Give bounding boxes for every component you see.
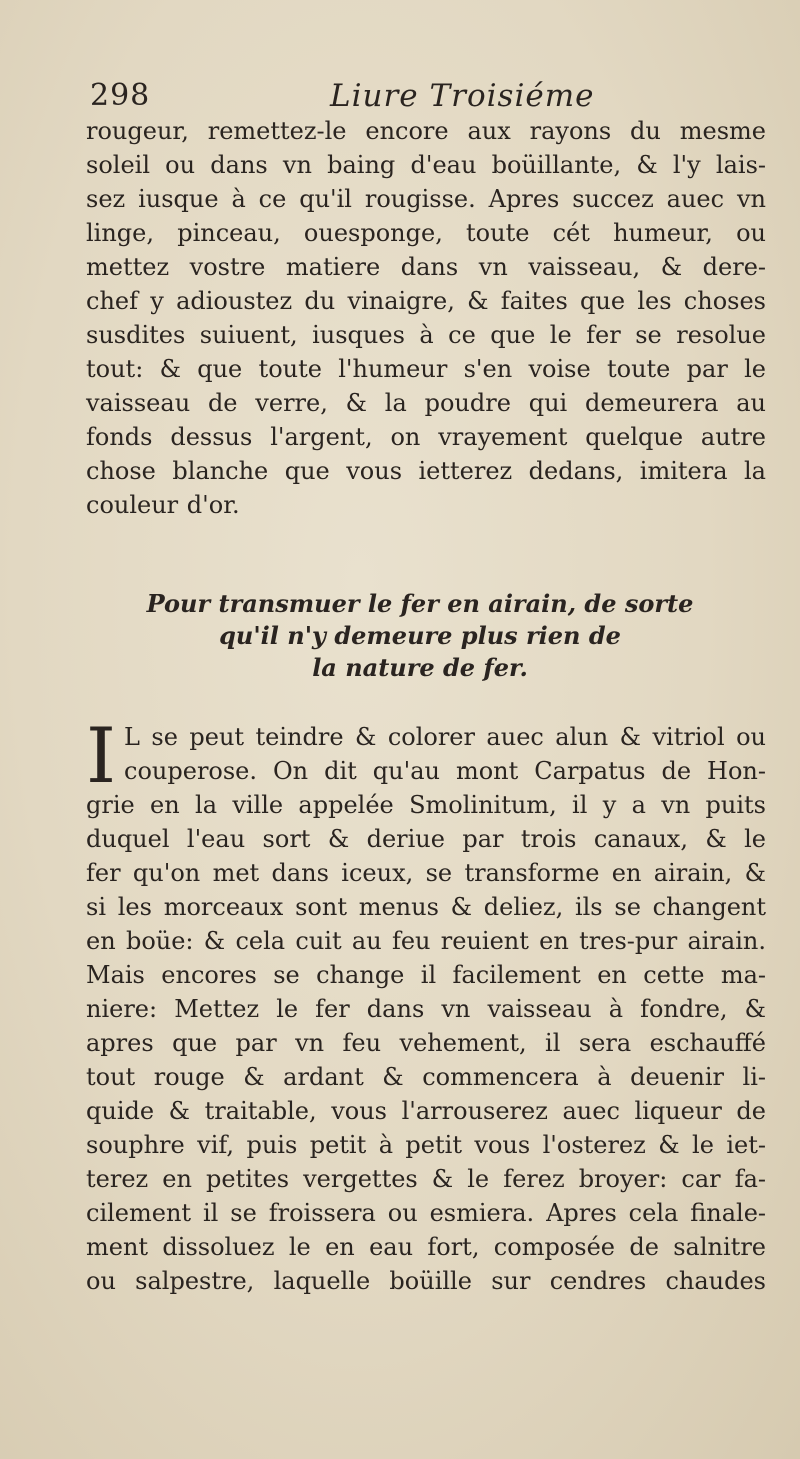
heading-line: qu'il n'y demeure plus rien de bbox=[219, 621, 621, 650]
drop-cap: I bbox=[86, 711, 117, 800]
heading-line: la nature de fer. bbox=[312, 653, 528, 682]
text-line: ou salpestre, laquelle boüille sur cendres chaudes bbox=[86, 1267, 766, 1295]
text-line: sez iusque à ce qu'il rougisse. Apres succez auec vn bbox=[86, 185, 766, 213]
text-line: tout: & que toute l'humeur s'en voise toute par le bbox=[86, 355, 766, 383]
heading-line: Pour transmuer le fer en airain, de sorte bbox=[146, 589, 694, 618]
text-line: si les morceaux sont menus & deliez, ils se changent bbox=[86, 893, 766, 921]
text-line: vaisseau de verre, & la poudre qui demeurera au bbox=[86, 389, 766, 417]
text-line: cilement il se froissera ou esmiera. Apres cela finale- bbox=[86, 1199, 766, 1227]
text-line: soleil ou dans vn baing d'eau boüillante, & l'y lais- bbox=[86, 151, 766, 179]
text-line: souphre vif, puis petit à petit vous l'osterez & le iet- bbox=[86, 1131, 766, 1159]
text-line: terez en petites vergettes & le ferez broyer: car fa- bbox=[86, 1165, 766, 1193]
text-line: fonds dessus l'argent, on vrayement quelque autre bbox=[86, 423, 766, 451]
text-line: couperose. On dit qu'au mont Carpatus de Hon- bbox=[124, 757, 766, 785]
text-line: tout rouge & ardant & commencera à deuenir li- bbox=[86, 1063, 766, 1091]
text-line: ment dissoluez le en eau fort, composée de salnitre bbox=[86, 1233, 766, 1261]
text-line: grie en la ville appelée Smolinitum, il y a vn puits bbox=[86, 791, 766, 819]
section-heading bbox=[80, 588, 760, 684]
running-title: Liure Troisiéme bbox=[330, 78, 595, 114]
text-line: duquel l'eau sort & deriue par trois canaux, & le bbox=[86, 825, 766, 853]
text-line: linge, pinceau, ouesponge, toute cét humeur, ou bbox=[86, 219, 766, 247]
text-line: chose blanche que vous ietterez dedans, imitera la bbox=[86, 457, 766, 485]
text-line: rougeur, remettez-le encore aux rayons du mesme bbox=[86, 117, 766, 145]
text-line: apres que par vn feu vehement, il sera eschauffé bbox=[86, 1029, 766, 1057]
text-line: L se peut teindre & colorer auec alun & vitriol ou bbox=[124, 723, 766, 751]
text-line: Mais encores se change il facilement en cette ma- bbox=[86, 961, 766, 989]
text-line: susdites suiuent, iusques à ce que le fer se resolue bbox=[86, 321, 766, 349]
text-line: fer qu'on met dans iceux, se transforme en airain, & bbox=[86, 859, 766, 887]
text-line: couleur d'or. bbox=[86, 491, 240, 519]
text-line: niere: Mettez le fer dans vn vaisseau à fondre, & bbox=[86, 995, 766, 1023]
text-line: en boüe: & cela cuit au feu reuient en tres-pur airain. bbox=[86, 927, 766, 955]
page-number: 298 bbox=[90, 78, 151, 113]
paragraph-2 bbox=[86, 711, 766, 1298]
text-line: chef y adioustez du vinaigre, & faites que les choses bbox=[86, 287, 766, 315]
text-line: quide & traitable, vous l'arrouserez auec liqueur de bbox=[86, 1097, 766, 1125]
text-line: mettez vostre matiere dans vn vaisseau, & dere- bbox=[86, 253, 766, 281]
paragraph-1 bbox=[86, 114, 766, 522]
page-header bbox=[90, 78, 790, 118]
